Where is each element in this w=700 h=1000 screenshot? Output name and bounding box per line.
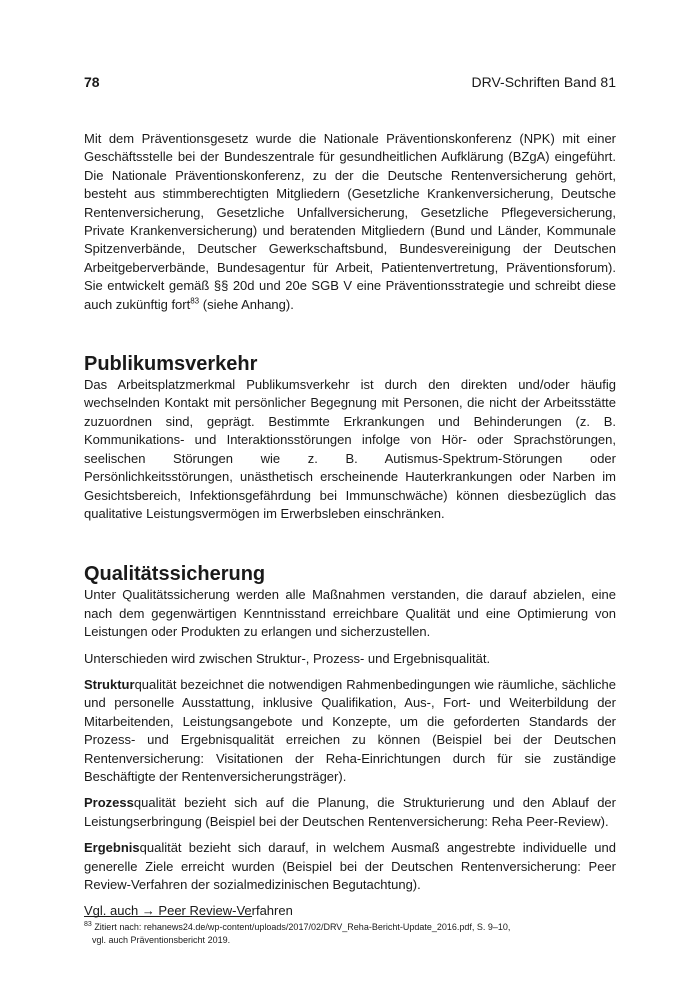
term-ergebnis: Ergebnis [84,840,140,856]
ergebnis-text: qualität bezieht sich darauf, in welchem Ausmaß angestrebte individuelle und generelle Ziele erreicht wurden (Beispiel bei der Deutschen Rentenversicherung: Peer Review-Verfahren der sozialmedizinischen Begutachtung). [84,840,616,892]
intro-text-after: (siehe Anhang). [202,296,294,312]
running-title: DRV-Schriften Band 81 [471,74,616,90]
section-heading-qualitaetssicherung: Qualitätssicherung [84,563,266,586]
qs-paragraph-struktur [84,676,616,786]
section-heading-publikumsverkehr: Publikumsverkehr [84,353,258,376]
publikumsverkehr-paragraph: Das Arbeitsplatzmerkmal Publikumsverkehr ist durch den direkten und/oder häufig wechselnden Kontakt mit persönlicher Begegnung mit Personen, die nicht der Arbeitsstätte zuzuordnen sind, geprägt. Bestimmte Erkrankungen und Behinderungen (z. B. Kommunikations- und Interaktionsstörungen infolge von Hör- oder Sprachstörungen, seelischen Störungen wie z. B. Autismus-Spektrum-Störungen oder Persönlichkeitsstörungen, unästhetisch erscheinende Hauterkrankungen oder Narben im Gesichtsbereich, Infektionsgefährdung bei Immunschwäche) können diesbezüglich das qualitative Leistungsvermögen im Erwerbsleben einschränken. [84,377,616,521]
qs-paragraph-distinction: Unterschieden wird zwischen Struktur-, Prozess- und Ergebnisqualität. [84,650,491,666]
footnote-83 [84,921,616,946]
term-prozess: Prozess [84,795,134,811]
struktur-text: qualität bezeichnet die notwendigen Rahmenbedingungen wie räumliche, sächliche und personelle Ausstattung, inklusive Qualifikation, Aus-, Fort- und Weiterbildung der Mitarbeitenden, Leistungsangebote und Konzepte, um die geforderten Standards der Prozess- und Ergebnisqualität erreichen zu können (Beispiel bei der Deutschen Rentenversicherung: Visitationen der Reha-Einrichtungen durch für sie zuständige Beschäftigte der Rentenversicherungsträger). [84,676,616,784]
footnote-line-1: Zitiert nach: rehanews24.de/wp-content/uploads/2017/02/DRV_Reha-Bericht-Update_2016.pdf, S. 9–10, [94,922,511,932]
section-qualitaetssicherung [84,562,616,921]
footnote-line-2: vgl. auch Präventionsbericht 2019. [92,934,231,945]
qs-paragraph-ergebnis [84,839,616,894]
main-content [84,130,616,921]
footnote-number: 83 [84,921,92,928]
qs-paragraph-definition: Unter Qualitätssicherung werden alle Maßnahmen verstanden, die darauf abzielen, eine nach dem gegenwärtigen Kenntnisstand erreichbare Qualität und eine Optimierung von Leistungen oder Produkten zu erlangen und sicherzustellen. [84,587,616,640]
intro-text: Mit dem Präventionsgesetz wurde die Nationale Präventionskonferenz (NPK) mit einer Geschäftsstelle bei der Bundeszentrale für gesundheitlichen Aufklärung (BZgA) eingeführt. Die Nationale Präventionskonferenz, zu der die Deutsche Rentenversicherung gehört, besteht aus stimmberechtigten Mitgliedern (Gesetzliche Krankenversicherung, Deutsche Rentenversicherung, Gesetzliche Unfallversicherung, Gesetzliche Pflegeversicherung, Private Krankenversicherung) und beratenden Mitgliedern (Bund und Länder, Kommunale Spitzenverbände, Deutscher Gewerkschaftsbund, Bundesvereinigung der Deutschen Arbeitgeberverbände, Bundesagentur für Arbeit, Patientenvertretung, Präventionsforum). Sie entwickelt gemäß §§ 20d und 20e SGB V eine Präventionsstrategie und schreibt diese auch zukünftig fort [84,131,616,312]
page-number: 78 [84,74,100,90]
footnote-divider [84,916,252,917]
qs-paragraph-prozess [84,794,616,831]
intro-paragraph [84,130,616,314]
page-header [84,74,616,94]
term-struktur: Struktur [84,676,135,692]
prozess-text: qualität bezieht sich auf die Planung, die Strukturierung und den Ablauf der Leistungserbringung (Beispiel bei der Deutschen Rentenversicherung: Reha Peer-Review). [84,795,616,829]
section-publikumsverkehr [84,352,616,523]
see-also-reference[interactable]: Vgl. auch → Peer Review-Verfahren [84,903,293,919]
footnote-reference[interactable]: 83 [190,296,200,306]
